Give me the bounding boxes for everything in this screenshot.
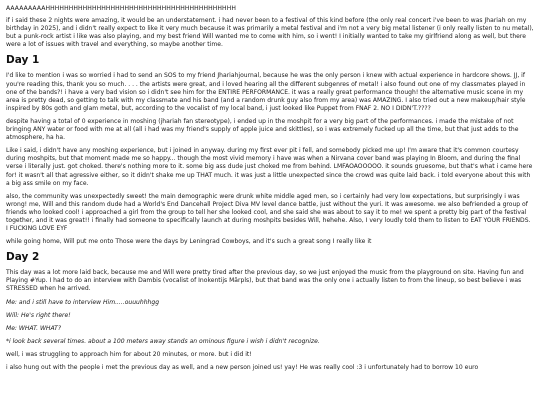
day1-paragraph: Like i said, i didn't have any moshing experience, but i joined in anyway. during my first ever pit i fell, and somebody picked me up! I'm aware that it's common courtesy during moshpits, but that moment made me so happy... though the most vivid memory i have was when a Nirvana cover band was playing In Bloom, and during the final verse i literally just. got choked. there's nothing more to it. some big ass dude just choked me from behind. LMFAOAOOOOO. it sounds gruesome, but that's what i came here for! it wasn't all that agressive either, so it didn't shake me up THAT much. it was just a little unexpected since the crowd was quite laid back. i told everyone about this with a big ass smile on my face. bbox=[6, 147, 533, 187]
title-line: AAAAAAAAAHHHHHHHHHHHHHHHHHHHHHHHHHHHHHHHHHHHHHHHHH bbox=[6, 5, 237, 12]
day1-paragraph: also, the community was unexpectedly sweet! the main demographic were drunk white middle aged men, so i certainly had very low expectations, but surprisingly i was wrong! me, Will and this random dude had a World's End Dancehall Project Diva MV level dance battle, just without the yuri. It was awesome. we also befriended a group of friends who looked cool! i approached a girl from the group to tell her she looked cool, and she said she was about to say it to me! we spent a pretty big part of the festival together, and it was great!! i finally had someone to specifically launch at during moshpits besides Will, hehehe. Also, I very loudly told them to listen to EAT YOUR FRIENDS. I FUCKING LOVE EYF bbox=[6, 192, 531, 233]
day1-paragraph: while going home, Will put me onto Those were the days by Leningrad Cowboys, and it's such a great song I really like it bbox=[6, 238, 372, 246]
day2-paragraph: i also hung out with the people i met the previous day as well, and a new person joined us! yay! He was really cool :3 i unfortunately had to borrow 10 euro bbox=[6, 364, 479, 371]
dialogue-line: Will: He's right there! bbox=[6, 311, 71, 319]
intro-paragraph: if i said these 2 nights were amazing, it would be an understatement. i had never been to a festival of this kind before (the only real concert i've been to was Jhariah on my birthday in 2025), and i didn't really expect to like it very much because it was primarily a metal festival and i'm not a very big metal listener (i only really listen to nu metal), but a punk-rock artist i like was also playing, and my best friend Will wanted me to come with him, so i went! I initially wanted to take my girlfriend along as well, but there were a lot of issues with travel and everything, so maybe another time. bbox=[6, 17, 534, 49]
day2-paragraph: well, i was struggling to approach him for about 20 minutes, or more. but i did it! bbox=[6, 350, 252, 358]
dialogue-line: Me: WHAT. WHAT? bbox=[6, 324, 62, 332]
day1-paragraph: I'd like to mention i was so worried i had to send an SOS to my friend Jhariahjournal, because he was the only person i knew with actual experience in hardcore shows. JJ, if you're reading this, thank you so much. . . . the artists were great, and i loved hearing all the different subgenres of metal! i also found out one of my classmates played in one of the bands?! i have a very bad vision so i didn't see him for the ENTIRE PERFORMANCE. it was a really great performance though! the alternative music scene in my area is pretty dead, so getting to talk with my classmate and his band (and a random drunk guy also from my area) was AMAZING. I also tried out a new makeup/hair style inspired by 80s goth and glam metal, but, according to the vocalist of my local band, i just looked like Puppet from FNAF 2. NO I DIDN'T.???? bbox=[6, 72, 526, 112]
day1-paragraph: despite having a total of 0 experience in moshing (jhariah fan stereotype), i ended up in the moshpit for a very big part of the performances. i made the mistake of not bringing ANY water or food with me at all (all i had was my friend's supply of apple juice and skittles), so i was extremely fucked up all the time, but that just adds to the atmosphere, ha ha. bbox=[6, 117, 519, 142]
day1-heading: Day 1 bbox=[6, 54, 40, 67]
dialogue-line: Me: and i still have to interview Him.....ouuuhhhgg bbox=[6, 298, 160, 306]
day2-heading: Day 2 bbox=[6, 251, 40, 264]
dialogue-line: *i look back several times. about a 100 meters away stands an ominous figure i wish i didn't recognize. bbox=[6, 337, 320, 345]
day2-intro: This day was a lot more laid back, because me and Will were pretty tired after the previous day, so we just enjoyed the music from the playground on site. Having fun and Playing #Yup. I had to do an interview with Dambis (vocalist of Inokentijs Mārpls), but that band was the only one i actually listen to from the lineup, so best believe i was STRESSED when he arrived. bbox=[6, 269, 524, 293]
